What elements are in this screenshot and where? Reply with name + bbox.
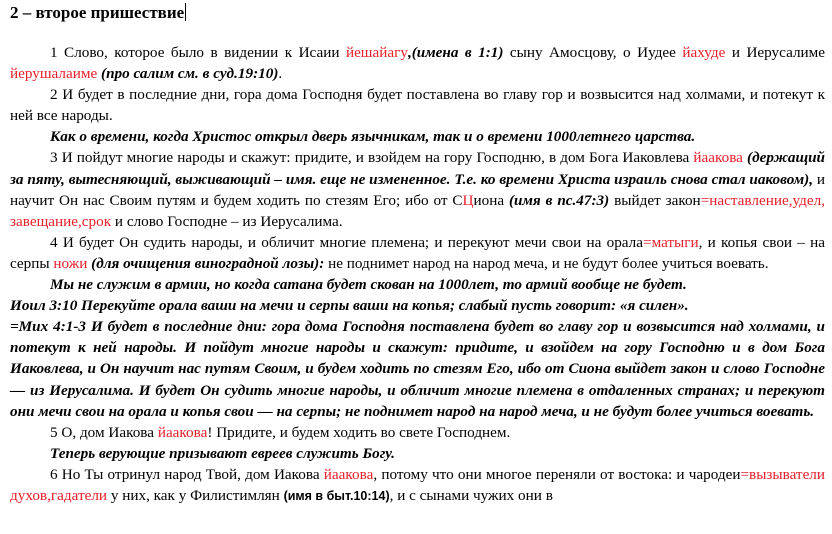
- document-page: [10, 0, 825, 507]
- verse-1: 1 Слово, которое было в видении к Исаии йешайагу,(имена в 1:1) сыну Амосцову, о Иудее йахуде и Иерусалиме йерушалаиме (про салим см. в суд.19:10).: [10, 44, 826, 83]
- commentary-joel: Иоил 3:10 Перекуйте орала ваши на мечи и серпы ваши на копья; слабый пусть говорит: «я силен».: [10, 297, 689, 315]
- verse-6: 6 Но Ты отринул народ Твой, дом Иакова йаакова, потому что они многое переняли от востока: и чародеи=вызыватели духов,гадатели у них, как у Филистимлян (имя в быт.10:14), и с сынами чужих они в: [10, 465, 826, 504]
- commentary-1: Как о времени, когда Христос открыл дверь язычникам, так и о времени 1000летнего царства.: [50, 128, 696, 146]
- blank-line: [10, 24, 825, 42]
- verse-4: 4 И будет Он судить народы, и обличит многие племена; и перекуют мечи свои на орала=матыги, и копья свои – на серпы ножи (для очищения виноградной лозы): не поднимет народ на народ меча, и не будут более учиться воевать.: [10, 233, 825, 272]
- verse-5: 5 О, дом Иакова йаакова! Придите, и будем ходить во свете Господнем.: [50, 423, 511, 441]
- commentary-3: Теперь верующие призывают евреев служить Богу.: [50, 444, 395, 462]
- text-cursor: [185, 3, 186, 21]
- document-body[interactable]: [10, 42, 825, 507]
- commentary-micah: =Мих 4:1-3 И будет в последние дни: гора дома Господня поставлена будет во главу гор и возвысится над холмами, и потекут к ней народы. И пойдут многие народы и скажут: придите, и взойдем на гору Господню и в дом Бога Иаковлева, и Он научит нас путям Своим, и будем ходить по стезям Его, ибо от Сиона выйдет закон и слово Господне — из Иерусалима. И будет Он судить многие народы, и обличит многие племена в отдаленных странах; и перекуют они мечи свои на орала и копья свои — на серпы; не поднимет народ на народ меча, и не будут более учиться воевать.: [10, 318, 825, 420]
- verse-2: 2 И будет в последние дни, гора дома Господня будет поставлена во главу гор и возвысится над холмами, и потекут к ней все народы.: [10, 86, 825, 125]
- verse-3: 3 И пойдут многие народы и скажут: придите, и взойдем на гору Господню, в дом Бога Иаковлева йаакова (держащий за пяту, вытесняющий, выживающий – имя. еще не измененное. Т.е. ко времени Христа израиль снова стал иаковом), и научит Он нас Своим путям и будем ходить по стезям Его; ибо от СЦиона (имя в пс.47:3) выйдет закон=наставление,удел, завещание,срок и слово Господне – из Иерусалима.: [10, 149, 825, 230]
- document-title[interactable]: 2 – второе пришествие: [10, 3, 185, 22]
- commentary-2: Мы не служим в армии, но когда сатана будет скован на 1000лет, то армий вообще не будет.: [50, 276, 687, 294]
